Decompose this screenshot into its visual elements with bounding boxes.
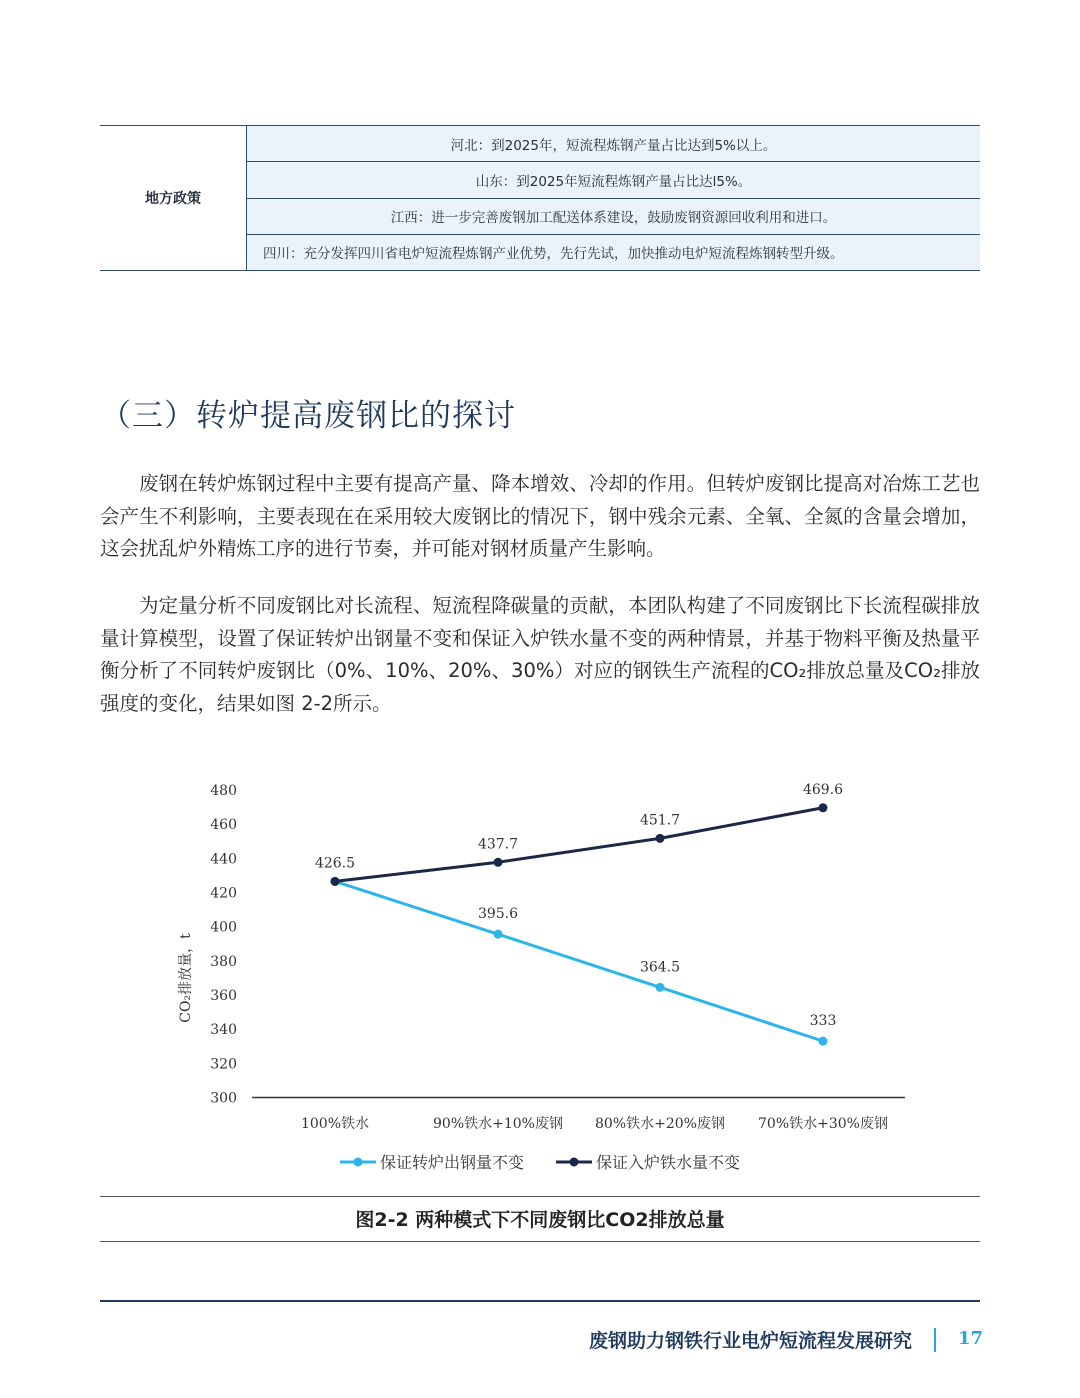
chart-legend xyxy=(340,1153,740,1172)
y-tick-label: 460 xyxy=(210,817,237,834)
footer-rule xyxy=(100,1300,980,1302)
series-layer xyxy=(315,782,843,1046)
co2-emission-chart xyxy=(0,760,1080,1190)
series-line-2 xyxy=(335,808,823,882)
legend-marker xyxy=(570,1158,579,1167)
y-axis-label: CO₂排放量，t xyxy=(178,933,194,1023)
policy-table xyxy=(100,125,980,271)
x-axis xyxy=(301,1115,888,1132)
x-tick-label: 80%铁水+20%废钢 xyxy=(595,1116,725,1132)
data-label: 469.6 xyxy=(802,781,844,798)
data-point xyxy=(656,834,665,843)
legend-label: 保证转炉出钢量不变 xyxy=(380,1153,525,1172)
data-label: 426.5 xyxy=(314,855,356,872)
footer-separator xyxy=(934,1328,936,1352)
policy-table-header: 地方政策 xyxy=(100,126,247,270)
footer-title: 废钢助力钢铁行业电炉短流程发展研究 xyxy=(588,1330,912,1352)
policy-row-hebei: 河北：到2025年，短流程炼钢产量占比达到5%以上。 xyxy=(247,126,980,162)
policy-table-rows xyxy=(247,126,980,270)
legend-marker xyxy=(354,1158,363,1167)
caption-top-rule xyxy=(100,1196,980,1197)
data-label: 333 xyxy=(809,1013,837,1030)
y-axis xyxy=(210,783,237,1107)
y-tick-label: 340 xyxy=(210,1022,237,1039)
data-point xyxy=(494,930,503,939)
x-tick-label: 70%铁水+30%废钢 xyxy=(758,1116,888,1132)
y-tick-label: 320 xyxy=(210,1056,237,1073)
page-number: 17 xyxy=(958,1328,984,1349)
data-label: 437.7 xyxy=(477,836,519,853)
series-line-1 xyxy=(335,881,823,1041)
legend-label: 保证入炉铁水量不变 xyxy=(596,1153,741,1172)
y-tick-label: 420 xyxy=(210,885,237,902)
figure-caption: 图2-2 两种模式下不同废钢比CO2排放总量 xyxy=(355,1209,725,1231)
data-point xyxy=(331,877,340,886)
x-tick-label: 90%铁水+10%废钢 xyxy=(433,1116,563,1132)
paragraph-2: 为定量分析不同废钢比对长流程、短流程降碳量的贡献，本团队构建了不同废钢比下长流程碳排放量计算模型，设置了保证转炉出钢量不变和保证入炉铁水量不变的两种情景，并基于物料平衡及热量平衡分析了不同转炉废钢比（0%、10%、20%、30%）对应的钢铁生产流程的CO₂排放总量及CO₂排放强度的变化，结果如图 2-2所示。 xyxy=(100,594,980,715)
policy-row-shandong: 山东：到2025年短流程炼钢产量占比达l5%。 xyxy=(247,162,980,198)
y-tick-label: 440 xyxy=(210,851,237,868)
data-point xyxy=(819,1037,828,1046)
y-tick-label: 360 xyxy=(210,988,237,1004)
data-label: 364.5 xyxy=(639,959,681,976)
x-tick-label: 100%铁水 xyxy=(300,1116,370,1132)
y-tick-label: 300 xyxy=(210,1090,237,1107)
y-tick-label: 400 xyxy=(210,919,237,936)
data-label: 395.6 xyxy=(477,906,519,923)
policy-row-sichuan: 四川：充分发挥四川省电炉短流程炼钢产业优势，先行先试，加快推动电炉短流程炼钢转型升级。 xyxy=(247,235,980,270)
section-title: （三）转炉提高废钢比的探讨 xyxy=(100,398,516,434)
y-tick-label: 480 xyxy=(210,783,237,799)
policy-row-jiangxi: 江西：进一步完善废钢加工配送体系建设，鼓励废钢资源回收利用和进口。 xyxy=(247,199,980,235)
caption-bottom-rule xyxy=(100,1241,980,1242)
data-point xyxy=(656,983,665,992)
paragraph-1: 废钢在转炉炼钢过程中主要有提高产量、降本增效、冷却的作用。但转炉废钢比提高对冶炼工艺也会产生不利影响，主要表现在在采用较大废钢比的情况下，钢中残余元素、全氧、全氮的含量会增加，这会扰乱炉外精炼工序的进行节奏，并可能对钢材质量产生影响。 xyxy=(100,472,980,560)
data-point xyxy=(819,803,828,812)
data-point xyxy=(494,858,503,867)
data-label: 451.7 xyxy=(639,812,681,829)
y-tick-label: 380 xyxy=(210,953,237,970)
